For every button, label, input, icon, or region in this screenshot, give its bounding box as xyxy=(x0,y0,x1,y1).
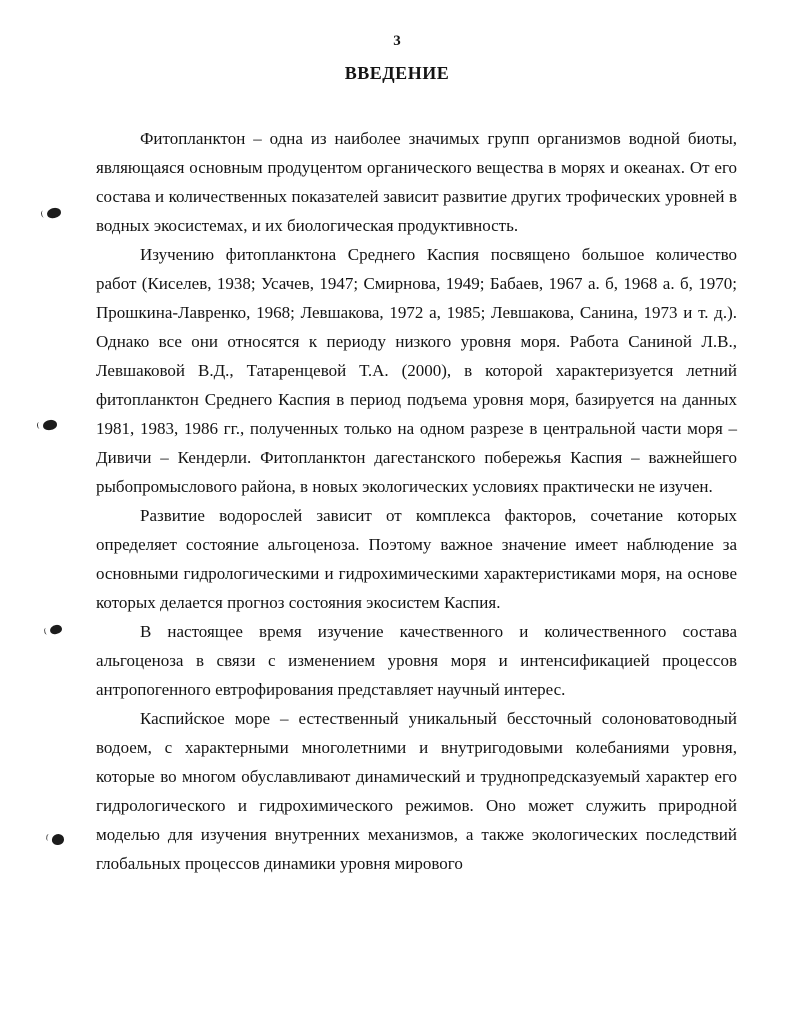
section-title: ВВЕДЕНИЕ xyxy=(344,63,450,83)
paragraph-3: Развитие водорослей зависит от комплекса факторов, сочетание которых определяет состояние альгоценоза. Поэтому важное значение имеет наблюдение за основными гидрологическими и гидрохимическими характеристиками моря, на основе которых делается прогноз состояния экосистем Каспия. xyxy=(96,506,737,612)
ink-blot-artifact xyxy=(51,833,64,845)
paragraph-5: Каспийское море – естественный уникальный бессточный солоноватоводный водоем, с характерными многолетними и внутригодовыми колебаниями уровня, которые во многом обуславливают динамический и труднопредсказуемый характер его гидрологического и гидрохимического режимов. Оно может служить природной моделью для изучения внутренних механизмов, а также экологических последствий глобальных процессов динамики уровня мирового xyxy=(96,709,737,873)
page-number: 3 xyxy=(393,33,401,49)
ink-blot-artifact xyxy=(46,207,61,219)
ink-blot-artifact xyxy=(49,624,62,635)
paragraph-2: Изучению фитопланктона Среднего Каспия посвящено большое количество работ (Киселев, 1938; Усачев, 1947; Смирнова, 1949; Бабаев, 1967 а. б, 1968 а. б, 1970; Прошкина-Лавренко, 1968; Левшакова, 1972 а, 1985; Левшакова, Санина, 1973 и т. д.). Однако все они относятся к периоду низкого уровня моря. Работа Саниной Л.В., Левшаковой В.Д., Татаренцевой Т.А. (2000), в которой характеризуется летний фитопланктон Среднего Каспия в период подъема уровня моря, базируется на данных 1981, 1983, 1986 гг., полученных только на одном разрезе в центральной части моря – Дивичи – Кендерли. Фитопланктон дагестанского побережья Каспия – важнейшего рыбопромыслового района, в новых экологических условиях практически не изучен. xyxy=(96,245,737,496)
body-text xyxy=(96,124,737,878)
paragraph-4: В настоящее время изучение качественного и количественного состава альгоценоза в связи с изменением уровня моря и интенсификацией процессов антропогенного евтрофирования представляет научный интерес. xyxy=(96,622,737,699)
paragraph-1: Фитопланктон – одна из наиболее значимых групп организмов водной биоты, являющаяся основным продуцентом органического вещества в морях и океанах. От его состава и количественных показателей зависит развитие других трофических уровней в водных экосистемах, и их биологическая продуктивность. xyxy=(96,129,737,235)
ink-blot-artifact xyxy=(43,419,58,430)
